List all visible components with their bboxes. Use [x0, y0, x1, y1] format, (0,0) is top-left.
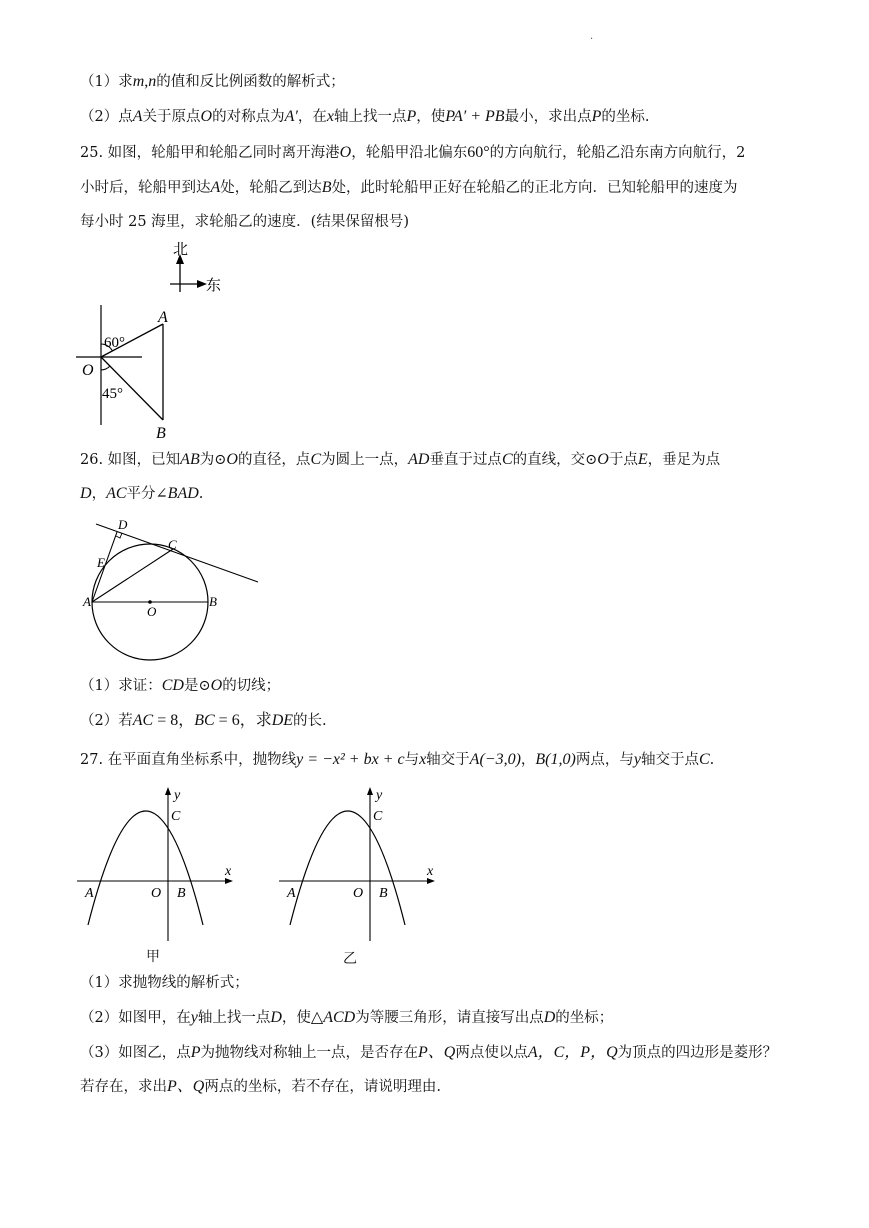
point-A-label: A [83, 594, 91, 609]
q26-part2: （2）若AC = 8，BC = 6，求DE的长. [80, 712, 327, 729]
header-mark: · [590, 34, 594, 45]
q27-part3: （3）如图乙，点P为抛物线对称轴上一点，是否存在P、Q两点使以点A，C，P，Q为顶点的四边形是菱形？ [80, 1044, 778, 1061]
point-C-label: C [373, 809, 383, 824]
point-B-label: B [156, 425, 166, 442]
point-A-label: A [287, 886, 296, 901]
point-B-label: B [209, 594, 217, 609]
q26-figure [78, 512, 263, 667]
q27-part1: （1）求抛物线的解析式； [80, 975, 249, 991]
point-O-label: O [147, 604, 157, 619]
point-A-label: A [158, 309, 168, 326]
q27-figure-right [277, 783, 447, 948]
q26-part1: （1）求证：CD是⊙O的切线； [80, 677, 281, 694]
q25-figure [60, 240, 260, 445]
q24-part1: （1）求m,n的值和反比例函数的解析式； [80, 73, 345, 90]
q27-part3b: 若存在，求出P、Q两点的坐标，若不存在，请说明理由. [80, 1078, 441, 1095]
caption-jia: 甲 [146, 949, 160, 965]
q27-part2: （2）如图甲，在y轴上找一点D，使△ACD为等腰三角形，请直接写出点D的坐标； [80, 1009, 614, 1026]
q27-figure-left [75, 783, 245, 948]
angle-45-label: 45° [102, 386, 123, 402]
point-O-label: O [82, 362, 94, 379]
q25-line3: 每小时 25 海里，求轮船乙的速度．(结果保留根号) [80, 214, 409, 230]
east-label: 东 [206, 278, 222, 294]
point-O-label: O [151, 886, 162, 901]
point-E-label: E [97, 555, 105, 570]
q27-line1: 27. 在平面直角坐标系中，抛物线y = −x² + bx + c与x轴交于A(−3,0)，B(1,0)两点，与y轴交于点C. [80, 751, 715, 768]
y-axis-label: y [174, 788, 181, 803]
q25-line2: 小时后，轮船甲到达A处，轮船乙到达B处，此时轮船甲正好在轮船乙的正北方向．已知轮船甲的速度为 [80, 179, 738, 196]
q24-part2: （2）点A关于原点O的对称点为A′，在x轴上找一点P，使PA′ + PB最小，求出点P的坐标. [80, 108, 650, 125]
point-A-label: A [85, 886, 94, 901]
point-B-label: B [379, 886, 388, 901]
point-C-label: C [171, 809, 181, 824]
point-B-label: B [177, 886, 186, 901]
point-C-label: C [168, 537, 177, 552]
caption-yi: 乙 [343, 951, 357, 967]
north-label: 北 [173, 242, 189, 258]
point-O-label: O [353, 886, 364, 901]
x-axis-label: x [427, 864, 434, 879]
point-D-label: D [118, 517, 128, 532]
q25-line1: 25. 如图，轮船甲和轮船乙同时离开海港O，轮船甲沿北偏东60°的方向航行，轮船乙沿东南方向航行，2 [80, 144, 746, 161]
angle-60-label: 60° [104, 335, 125, 351]
q26-line1: 26. 如图，已知AB为⊙O的直径，点C为圆上一点，AD垂直于过点C的直线，交⊙O于点E，垂足为点 [80, 451, 721, 468]
q26-line2: D，AC平分∠BAD. [80, 485, 204, 502]
y-axis-label: y [376, 788, 383, 803]
x-axis-label: x [225, 864, 232, 879]
